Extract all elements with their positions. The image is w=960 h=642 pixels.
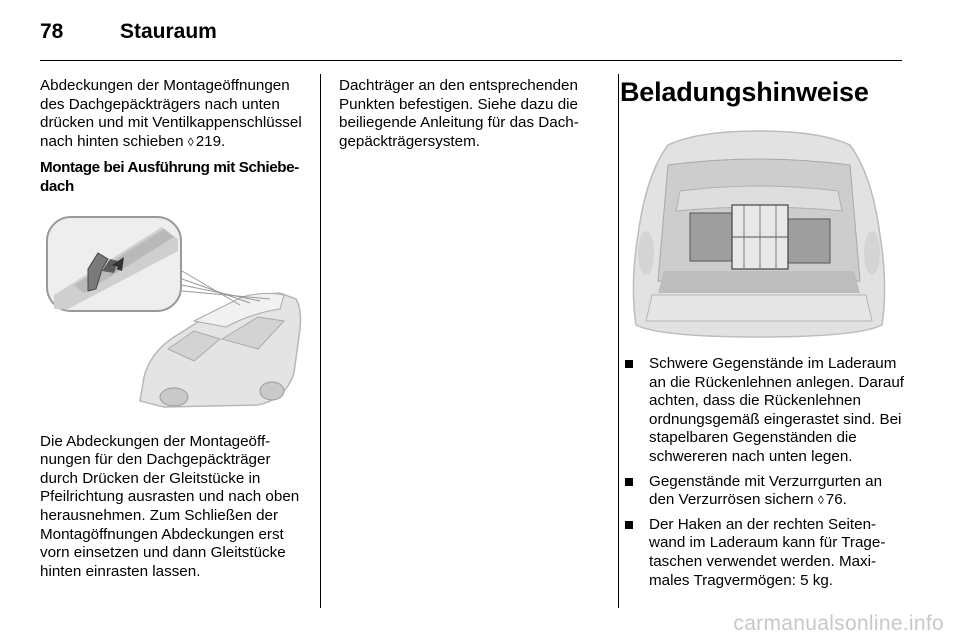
luggage-compartment-illustration bbox=[628, 125, 890, 339]
section-title: Beladungshinweise bbox=[620, 77, 869, 107]
column-1 bbox=[40, 77, 310, 589]
list-item: Schwere Gegenstände im Laderaum an die Rückenlehnen anlegen. Darauf achten, dass die Rückenlehnen ordnungsgemäß eingerastet sind. Bei stapelbaren Gegenständen die schwereren nach unten legen. bbox=[620, 355, 905, 467]
column-divider-2 bbox=[618, 74, 619, 608]
page-header bbox=[40, 20, 217, 46]
sunroof-roof-rack-illustration bbox=[44, 209, 306, 415]
subheading: Montage bei Ausführung mit Schiebedach bbox=[40, 159, 300, 195]
bullet-square-icon bbox=[625, 521, 633, 529]
paragraph-2: Die Abdeckungen der Montageöffnungen für den Dachgepäckträger durch Drücken der Gleitstücke in Pfeilrichtung ausrasten und nach oben herausnehmen. Zum Schließen der Montagöffnungen Abdeckungen erst vorn einsetzen und dann Gleitstücke hinten einrasten lassen. bbox=[40, 432, 300, 580]
bullet-square-icon bbox=[625, 360, 633, 368]
page-reference[interactable]: 219. bbox=[195, 132, 226, 150]
list-item: Gegenstände mit Verzurrgurten an den Verzurrösen sichern ◊ 76. bbox=[620, 473, 905, 510]
watermark: carmanualsonline.info bbox=[733, 612, 944, 635]
bullet-square-icon bbox=[625, 478, 633, 486]
header-rule bbox=[40, 60, 902, 61]
page-number: 78 bbox=[40, 20, 64, 43]
page-reference-icon: ◊ bbox=[817, 493, 824, 508]
page-title: Stauraum bbox=[120, 20, 217, 43]
column-3 bbox=[620, 77, 905, 596]
page-reference[interactable]: 76. bbox=[825, 491, 847, 509]
paragraph-1: Abdeckungen der Montageöffnungen des Dachgepäckträgers nach unten drücken und mit Ventilkappenschlüssel nach hinten schieben ◊ 219. bbox=[40, 77, 302, 150]
column-2 bbox=[339, 77, 601, 159]
loading-hints-list bbox=[620, 355, 905, 590]
list-item: Der Haken an der rechten Seitenwand im Laderaum kann für Tragetaschen verwendet werden. Maximales Tragvermögen: 5 kg. bbox=[620, 516, 905, 590]
page-reference-icon: ◊ bbox=[187, 134, 194, 149]
paragraph-3: Dachträger an den entsprechenden Punkten befestigen. Siehe dazu die beiliegende Anleitung für das Dachgepäckträgersystem. bbox=[339, 77, 579, 150]
column-divider-1 bbox=[320, 74, 321, 608]
